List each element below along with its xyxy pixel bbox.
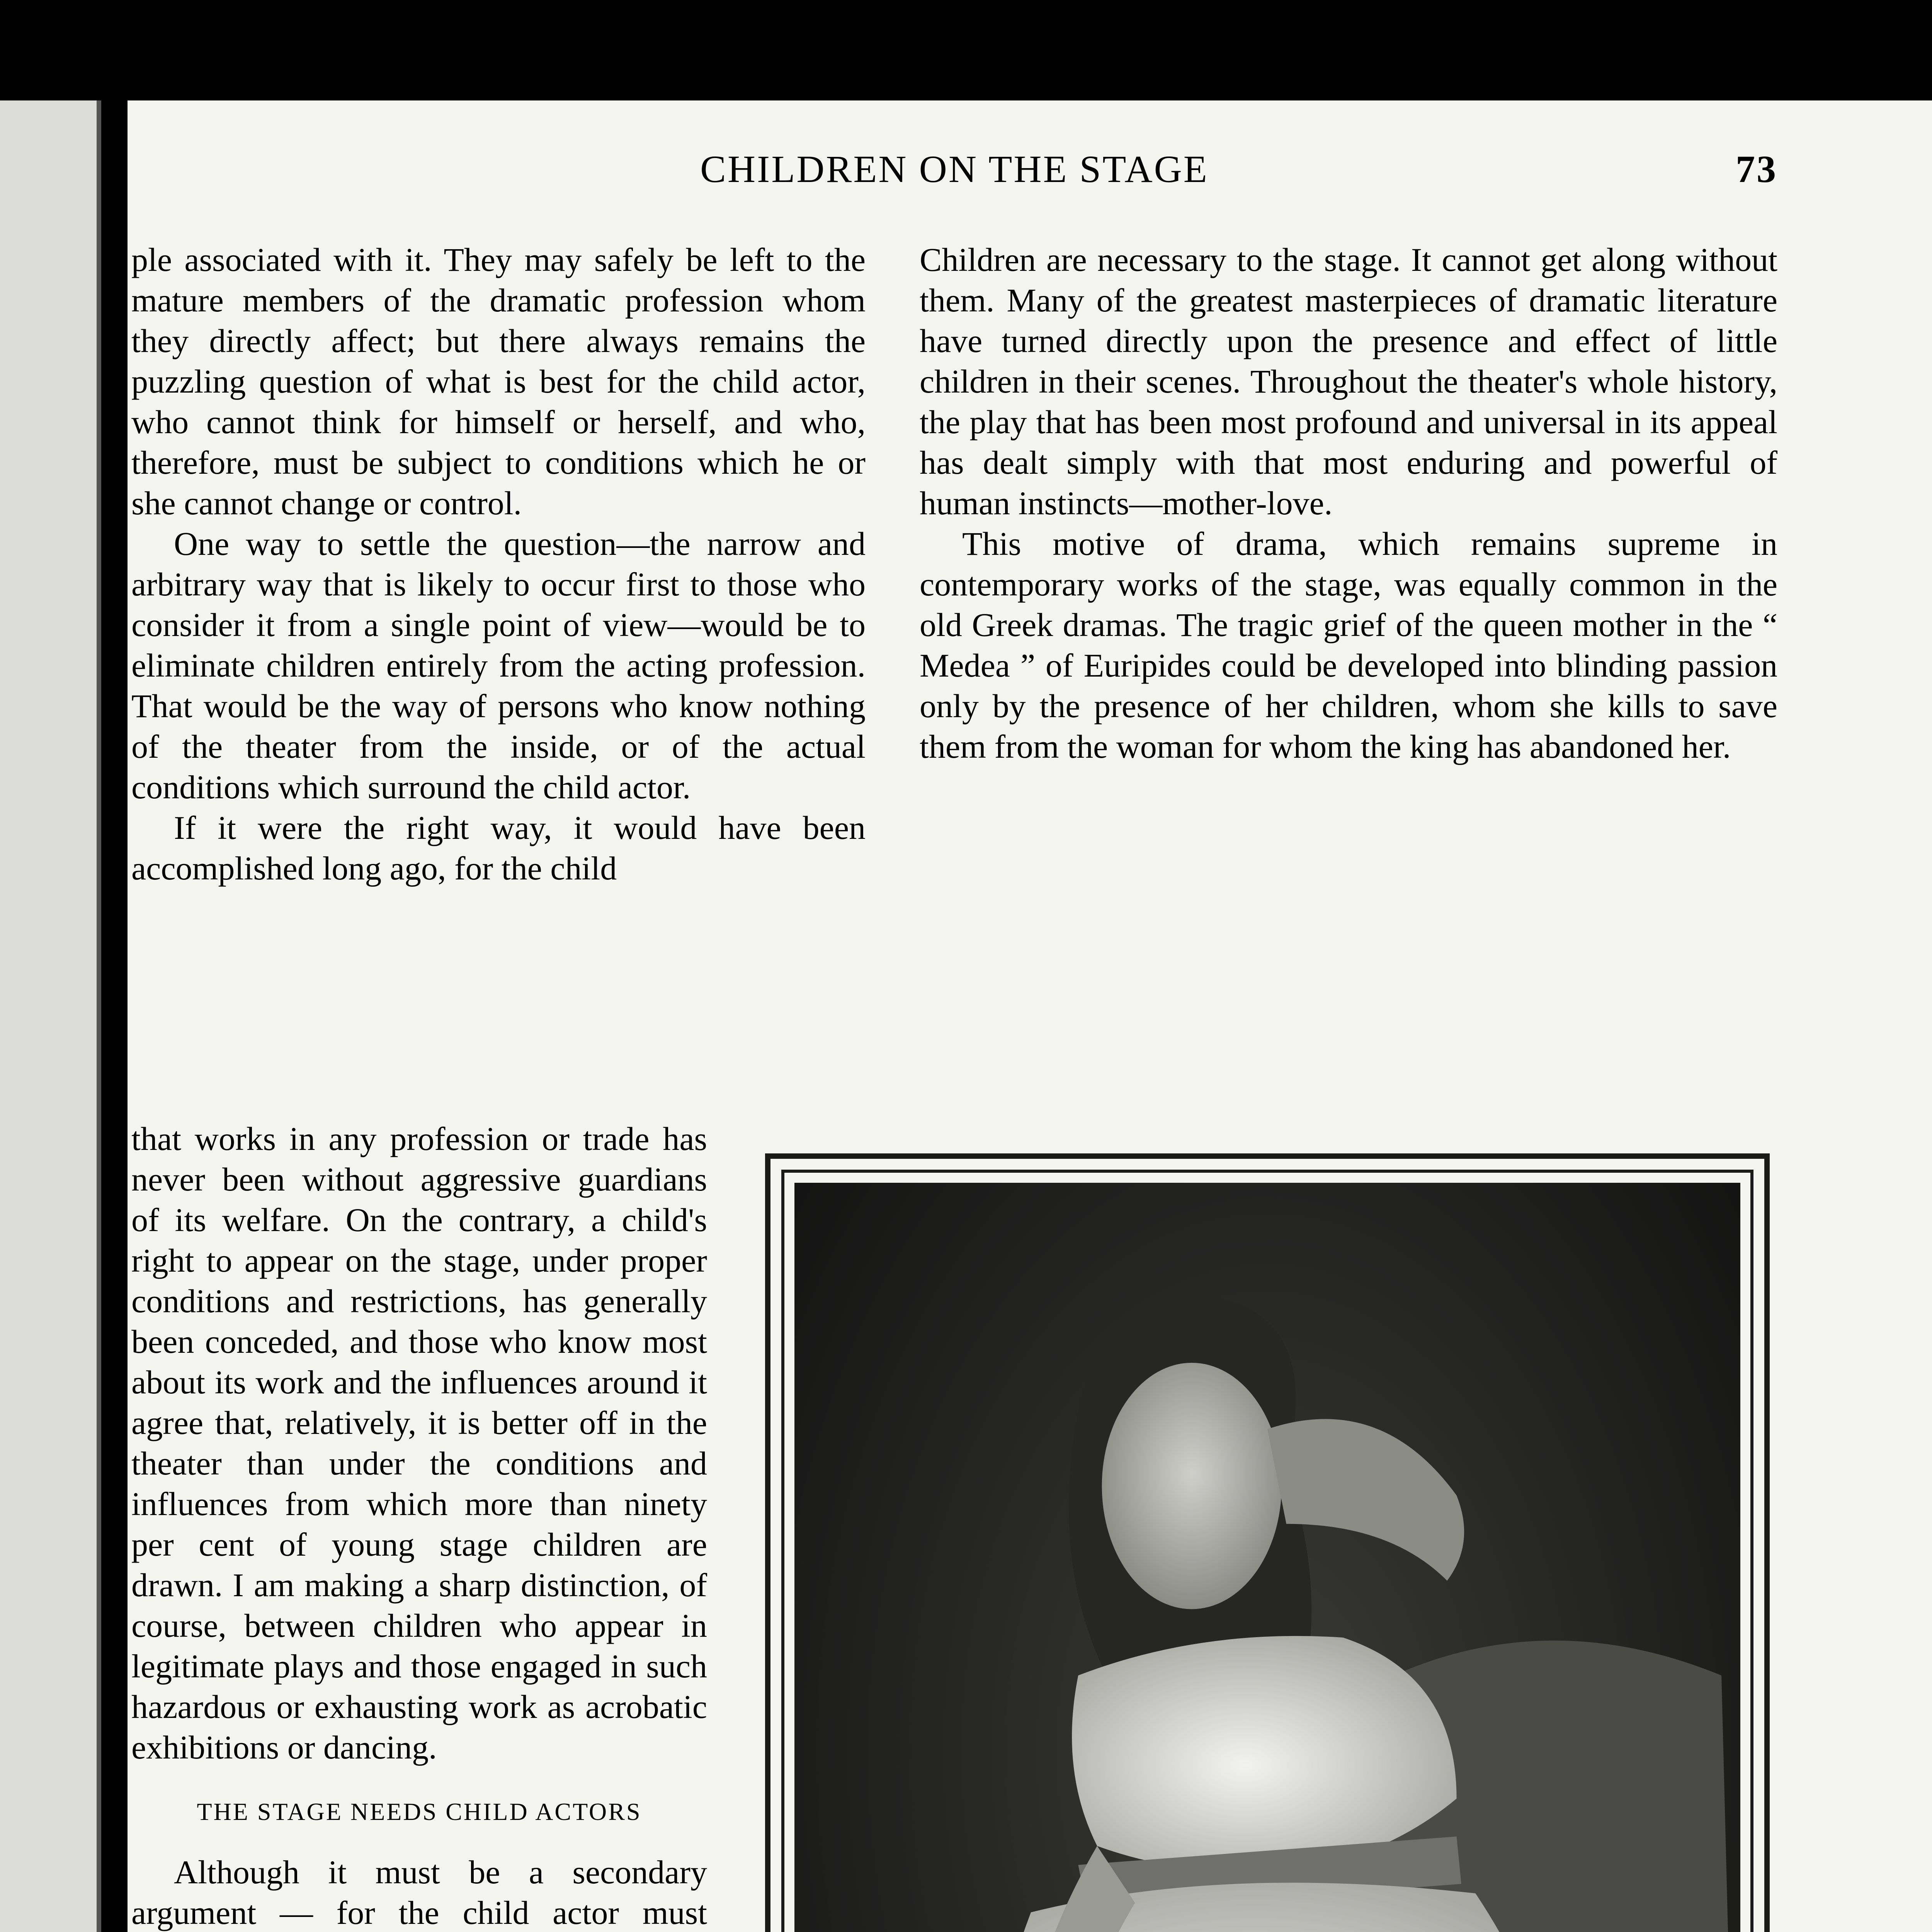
photo-inner-frame — [781, 1170, 1753, 1932]
paragraph: Children are necessary to the stage. It cannot get along without them. Many of the greatest masterpieces of dramatic literature have turned directly upon the presence and effect of little children in their scenes. Throughout the theater's whole history, the play that has been most profound and universal in its appeal has dealt simply with that most enduring and powerful of human instincts—mother-love. — [920, 241, 1777, 522]
paragraph: If it were the right way, it would have been accomplished long ago, for the child — [131, 809, 866, 887]
paragraph: ple associated with it. They may safely be left to the mature members of the dramatic profession whom they directly affect; but there always remains the puzzling question of what is best for the child actor, who cannot think for himself or herself, and who, therefore, must be subject to conditions which he or she cannot change or control. — [131, 241, 866, 522]
photograph-child-portrait — [794, 1183, 1740, 1932]
paragraph: Although it must be a secondary argument — for the child actor must — [131, 1854, 707, 1931]
page-number: 73 — [1736, 148, 1777, 190]
facing-page-edge — [0, 100, 101, 1932]
right-column — [920, 240, 1777, 767]
page-header — [131, 147, 1777, 193]
photo-frame — [765, 1153, 1770, 1932]
paragraph: that works in any profession or trade has never been without aggressive guardians of its welfare. On the contrary, a child's right to appear on the stage, under proper conditions and restrictions, has generally been conceded, and those who know most about its work and the influences around it agree that, relatively, it is better off in the theater than under the conditions and influences from which more than ninety per cent of young stage children are drawn. I am making a sharp distinction, of course, between children who appear in legitimate plays and those engaged in such hazardous or exhausting work as acrobatic exhibitions or dancing. — [131, 1120, 707, 1766]
section-subhead: THE STAGE NEEDS CHILD ACTORS — [197, 1798, 642, 1825]
paragraph: One way to settle the question—the narrow and arbitrary way that is likely to occur first to those who consider it from a single point of view—would be to eliminate children entirely from the acting profession. That would be the way of persons who know nothing of the theater from the inside, or of the actual conditions which surround the child actor. — [131, 525, 866, 806]
left-column-top — [131, 240, 866, 889]
paragraph: This motive of drama, which remains supreme in contemporary works of the stage, was equally common in the old Greek dramas. The tragic grief of the queen mother in the “ Medea ” of Euripides could be developed into blinding passion only by the presence of her children, whom she kills to save them from the woman for whom the king has abandoned her. — [920, 525, 1777, 765]
left-column-narrow — [131, 1119, 707, 1932]
running-head: CHILDREN ON THE STAGE — [700, 148, 1209, 190]
